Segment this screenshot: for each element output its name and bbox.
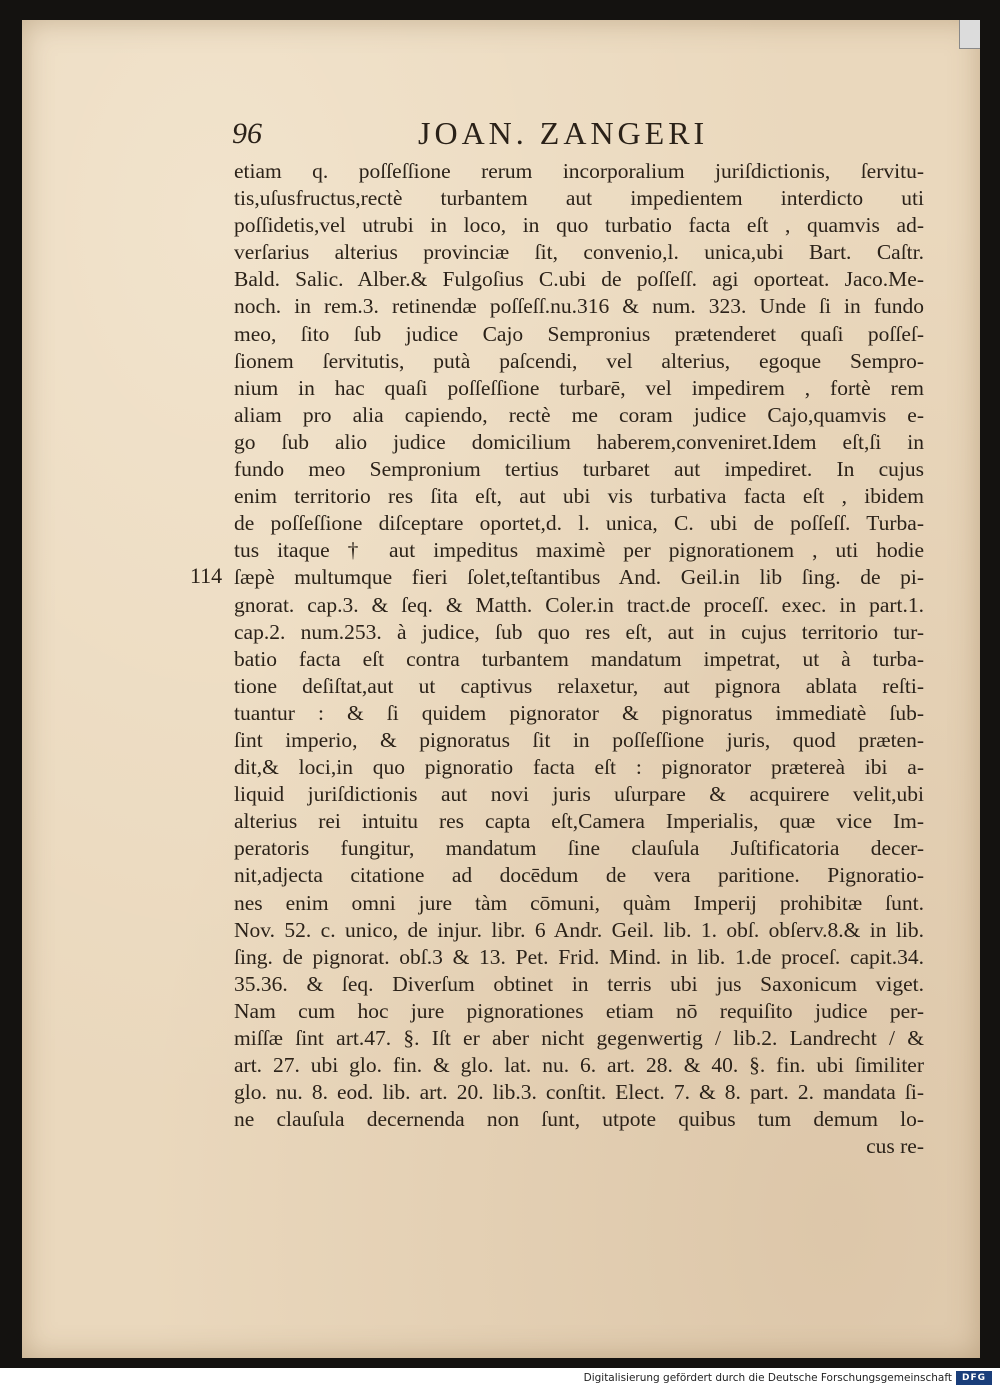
text-line: nes enim omni jure tàm cōmuni, quàm Imperij prohibitæ ſunt.: [234, 890, 924, 915]
dfg-logo: DFG: [956, 1371, 992, 1385]
text-line: miſſæ ſint art.47. §. Iſt er aber nicht gegenwertig / lib.2. Landrecht / &: [234, 1026, 924, 1050]
page-header: [232, 115, 932, 157]
text-line: nit,adjecta citatione ad docēdum de vera paritione. Pignoratio-: [234, 863, 924, 888]
text-line: ne clauſula decernenda non ſunt, utpote quibus tum demum lo-: [234, 1107, 924, 1132]
text-line: tus itaque † aut impeditus maximè per pignorationem , uti hodie: [234, 538, 924, 563]
text-line: etiam q. poſſeſſione rerum incorporalium juriſdictionis, ſervitu-: [234, 159, 924, 183]
text-line: noch. in rem.3. retinendæ poſſeſſ.nu.316 & num. 323. Unde ſi in fundo: [234, 294, 924, 319]
text-line: liquid juriſdictionis aut novi juris uſurpare & acquirere velit,ubi: [234, 782, 924, 807]
text-line: batio facta eſt contra turbantem mandatum impetrat, ut à turba-: [234, 646, 924, 671]
text-line: Nov. 52. c. unico, de injur. libr. 6 Andr. Geil. lib. 1. obſ. obſerv.8.& in lib.: [234, 917, 924, 942]
text-line: tuantur : & ſi quidem pignorator & pignoratus immediatè ſub-: [234, 700, 924, 725]
funding-credit: Digitalisierung gefördert durch die Deutsche Forschungsgemeinschaft: [583, 1372, 952, 1384]
text-line: glo. nu. 8. eod. lib. art. 20. lib.3. conſtit. Elect. 7. & 8. part. 2. mandata ſi-: [234, 1080, 924, 1105]
text-line: 35.36. & ſeq. Diverſum obtinet in terris ubi jus Saxonicum viget.: [234, 971, 924, 996]
scan-corner-tab: [959, 20, 980, 49]
text-line: ſionem ſervitutis, putà paſcendi, vel alterius, egoque Sempro-: [234, 348, 924, 373]
text-line: cus re-: [866, 1134, 924, 1159]
text-line: gnorat. cap.3. & ſeq. & Matth. Coler.in tract.de proceſſ. exec. in part.1.: [234, 592, 924, 617]
marginal-number: 114: [190, 563, 223, 588]
text-line: ſint imperio, & pignoratus ſit in poſſeſſione juris, quod præten-: [234, 727, 924, 752]
text-line: verſarius alterius provinciæ ſit, convenio,l. unica,ubi Bart. Caſtr.: [234, 240, 924, 265]
text-line: peratoris fungitur, mandatum ſine clauſula Juſtificatoria decer-: [234, 836, 924, 861]
text-line: enim territorio res ſita eſt, aut ubi vis turbativa facta eſt , ibidem: [234, 484, 924, 509]
text-line: Nam cum hoc jure pignorationes etiam nō requiſito judice per-: [234, 998, 924, 1023]
text-line: nium in hac quaſi poſſeſſione turbarē, vel impedirem , fortè rem: [234, 375, 924, 400]
text-line: art. 27. ubi glo. fin. & glo. lat. nu. 6. art. 28. & 40. §. fin. ubi ſimiliter: [234, 1053, 924, 1078]
text-line: de poſſeſſione diſceptare oportet,d. l. unica, C. ubi de poſſeſſ. Turba-: [234, 511, 924, 536]
page-number: 96: [232, 117, 262, 150]
text-line: alterius rei intuitu res capta eſt,Camera Imperialis, quæ vice Im-: [234, 809, 924, 834]
text-line: dit,& loci,in quo pignoratio facta eſt : pignorator prætereà ibi a-: [234, 755, 924, 780]
text-line: meo, ſito ſub judice Cajo Sempronius prætenderet quaſi poſſeſ-: [234, 321, 924, 346]
text-line: ſæpè multumque fieri ſolet,teſtantibus And. Geil.in lib ſing. de pi-: [234, 565, 924, 590]
text-line: tis,uſusfructus,rectè turbantem aut impedientem interdicto uti: [234, 186, 924, 211]
body-text: [234, 158, 924, 1160]
text-line: Bald. Salic. Alber.& Fulgoſius C.ubi de poſſeſſ. agi oporteat. Jaco.Me-: [234, 267, 924, 292]
text-line: fundo meo Sempronium tertius turbaret aut impediret. In cujus: [234, 457, 924, 482]
text-line: cap.2. num.253. à judice, ſub quo res eſt, aut in cujus territorio tur-: [234, 619, 924, 644]
text-line: ſing. de pignorat. obſ.3 & 13. Pet. Frid. Mind. in lib. 1.de proceſ. capit.34.: [234, 944, 924, 969]
text-line: poſſidetis,vel utrubi in loco, in quo turbatio facta eſt , quamvis ad-: [234, 213, 924, 238]
text-line: go ſub alio judice domicilium haberem,conveniret.Idem eſt,ſi in: [234, 429, 924, 454]
text-line: aliam pro alia capiendo, rectè me coram judice Cajo,quamvis e-: [234, 402, 924, 427]
text-line: tione deſiſtat,aut ut captivus relaxetur, aut pignora ablata reſti-: [234, 673, 924, 698]
running-head: JOAN. ZANGERI: [418, 115, 709, 151]
